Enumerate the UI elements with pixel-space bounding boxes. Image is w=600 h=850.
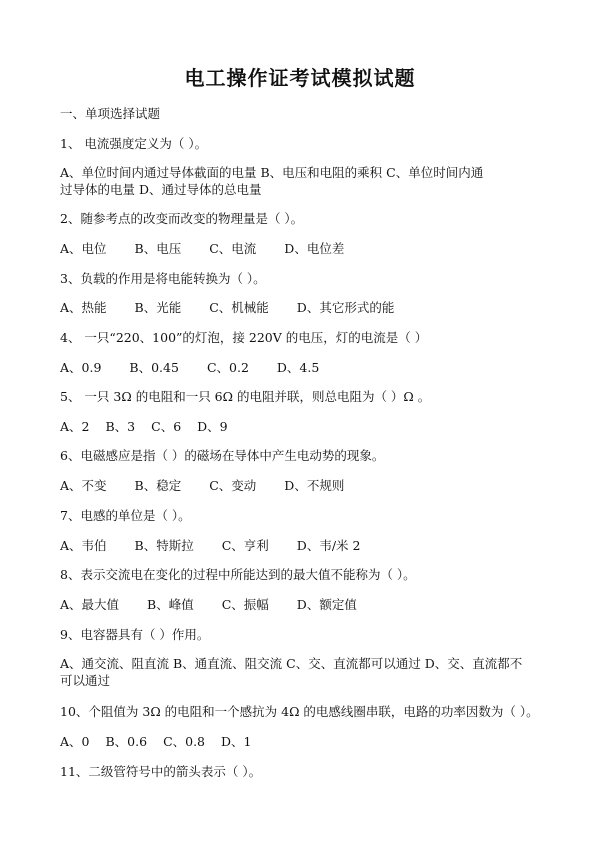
option-d: D、额定值: [296, 597, 357, 612]
option-c: C、变动: [209, 478, 257, 493]
option-b: B、0.45: [129, 360, 179, 375]
question-7-options: [60, 537, 550, 554]
option-b: B、电压: [134, 241, 182, 256]
option-a: A、韦伯: [60, 538, 107, 553]
option-c: C、6: [151, 419, 182, 434]
question-1-options-line-1: A、单位时间内通过导体截面的电量 B、电压和电阻的乘积 C、单位时间内通: [60, 165, 484, 180]
option-a: A、0.9: [60, 360, 102, 375]
question-1-options-line-2: 过导体的电量 D、通过导体的总电量: [60, 182, 262, 197]
option-a: A、热能: [60, 300, 107, 315]
question-3-options: [60, 299, 550, 316]
question-2: 2、随参考点的改变而改变的物理量是（ ）。: [60, 211, 304, 226]
document-title: 电工操作证考试模拟试题: [184, 66, 416, 90]
question-4-options: [60, 359, 550, 376]
option-c: C、0.2: [206, 360, 249, 375]
question-5-options: [60, 418, 550, 435]
question-3: 3、负载的作用是将电能转换为（ ）。: [60, 271, 266, 286]
option-d: D、不规则: [284, 478, 345, 493]
option-b: B、特斯拉: [134, 538, 194, 553]
option-b: B、峰值: [147, 597, 194, 612]
question-10: 10、个阻值为 3Ω 的电阻和一个感抗为 4Ω 的电感线圈串联，电路的功率因数为（ ）。: [60, 704, 539, 719]
option-d: D、9: [197, 419, 228, 434]
option-d: D、电位差: [284, 241, 345, 256]
option-d: D、4.5: [276, 360, 320, 375]
question-9: 9、电容器具有（ ）作用。: [60, 627, 210, 642]
option-b: B、光能: [134, 300, 182, 315]
question-5: 5、 一只 3Ω 的电阻和一只 6Ω 的电阻并联，则总电阻为（ ）Ω 。: [60, 389, 431, 404]
question-9-options-line-2: 可以通过: [60, 673, 111, 688]
option-b: B、稳定: [134, 478, 182, 493]
option-a: A、不变: [60, 478, 107, 493]
question-6-options: [60, 477, 550, 494]
question-4: 4、 一只“220、100”的灯泡，接 220V 的电压，灯的电流是（ ）: [60, 330, 428, 345]
option-a: A、最大值: [60, 597, 120, 612]
question-7: 7、电感的单位是（ ）。: [60, 508, 191, 523]
section-heading: 一、单项选择试题: [60, 106, 161, 121]
option-d: D、1: [221, 734, 252, 749]
option-b: B、3: [105, 419, 136, 434]
option-c: C、振幅: [221, 597, 269, 612]
option-b: B、0.6: [105, 734, 148, 749]
option-c: C、0.8: [163, 734, 206, 749]
question-11: 11、二级管符号中的箭头表示（ ）。: [60, 764, 262, 779]
question-9-options-line-1: A、通交流、阻直流 B、通直流、阻交流 C、交、直流都可以通过 D、交、直流都不: [60, 656, 523, 671]
question-8-options: [60, 596, 550, 613]
question-1: 1、 电流强度定义为（ ）。: [60, 136, 208, 151]
question-6: 6、电磁感应是指（ ）的磁场在导体中产生电动势的现象。: [60, 448, 385, 463]
question-8: 8、表示交流电在变化的过程中所能达到的最大值不能称为（ ）。: [60, 567, 416, 582]
option-c: C、机械能: [209, 300, 269, 315]
option-c: C、亨利: [221, 538, 269, 553]
option-a: A、0: [60, 734, 90, 749]
question-2-options: [60, 240, 550, 257]
question-10-options: [60, 733, 550, 750]
option-c: C、电流: [209, 241, 257, 256]
option-d: D、其它形式的能: [296, 300, 395, 315]
option-d: D、韦/米 2: [296, 538, 361, 553]
option-a: A、2: [60, 419, 90, 434]
option-a: A、电位: [60, 241, 107, 256]
